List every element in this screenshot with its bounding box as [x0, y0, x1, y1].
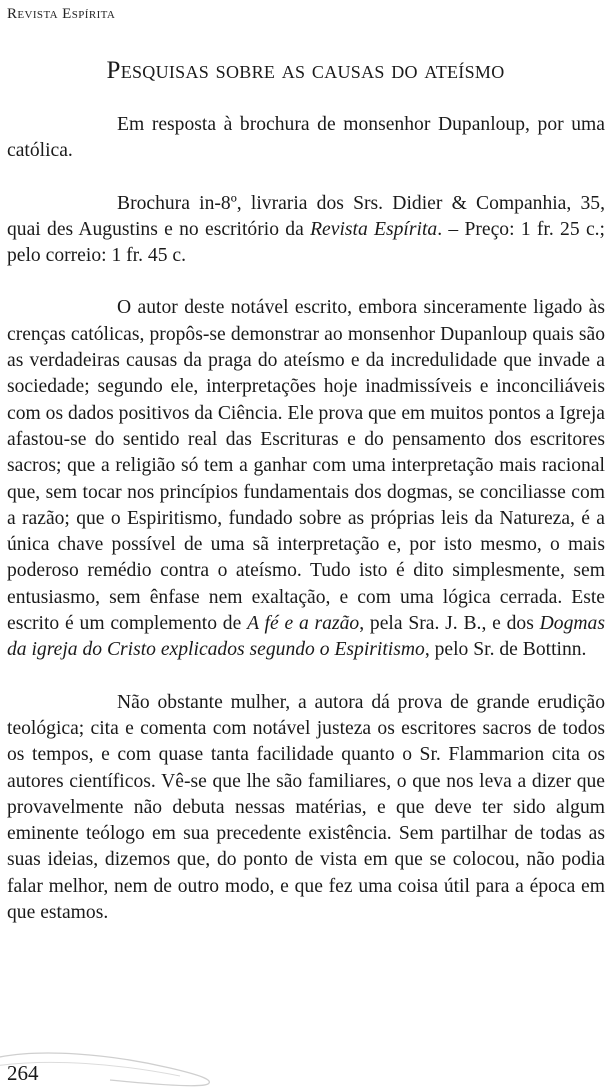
text-run: O autor deste notável escrito, embora sinceramente ligado às crenças católicas, propôs-se demonstrar ao monsenhor Dupanloup quais são as verdadeiras causas da praga do ateísmo e da incredulidade que invade a sociedade; segundo ele, interpretações hoje inadmissíveis e inconciliáveis com os dados positivos da Ciência. Ele prova que em muitos pontos a Igreja afastou-se do sentido real das Escrituras e do pensamento dos escritores sacros; que a religião só tem a ganhar com uma interpretação mais racional que, sem tocar nos princípios fundamentais dos dogmas, se conciliasse com a razão; que o Espiritismo, fundado sobre as próprias leis da Natureza, é a única chave possível de uma sã interpretação e, por isto mesmo, o mais poderoso remédio contra o ateísmo. Tudo isto é dito simplesmente, sem entusiasmo, sem ênfase nem exaltação, e com uma lógica cerrada. Este escrito é um complemento de [7, 297, 605, 635]
italic-title: Dogmas da igreja do Cristo explicados segundo o Espiritismo [7, 613, 605, 661]
text-run: . – Preço: 1 fr. 25 c.; pelo correio: 1 fr. 45 c. [7, 218, 605, 267]
running-head: Revista Espírita [7, 6, 116, 22]
italic-title: A fé e a razão [247, 613, 360, 635]
paragraph-author-erudition [7, 690, 605, 927]
paragraph-review [7, 295, 605, 663]
article-body [7, 112, 605, 926]
text-run: , pelo Sr. de Bottinn. [424, 639, 587, 661]
page-number: 264 [7, 1061, 39, 1085]
article-title: Pesquisas sobre as causas do ateísmo [106, 57, 505, 84]
text-run: Não obstante mulher, a autora dá prova de grande erudição teológica; cita e comenta com notável justeza os escritores sacros de todos os tempos, e com quase tanta facilidade quanto o Sr. Flammarion cita os autores científicos. Vê-se que lhe são familiares, o que nos leva a dizer que provavelmente não debuta nessas matérias, e que deve ter sido algum eminente teólogo em sua precedente existência. Sem partilhar de todas as suas ideias, dizemos que, do ponto de vista em que se colocou, não podia falar melhor, nem de outro modo, e que fez uma coisa útil para a época em que estamos. [7, 691, 605, 924]
paragraph-publication-info [7, 191, 605, 270]
text-run: Em resposta à brochura de monsenhor Dupanloup, por uma católica. [7, 114, 605, 162]
text-run: Brochura in-8º, livraria dos Srs. Didier & Companhia, 35, quai des Augustins e no escritório da [7, 192, 605, 240]
paragraph-subtitle [7, 112, 605, 165]
italic-title: Revista Espírita [310, 218, 438, 240]
text-run: , pela Sra. J. B., e dos [359, 613, 540, 635]
